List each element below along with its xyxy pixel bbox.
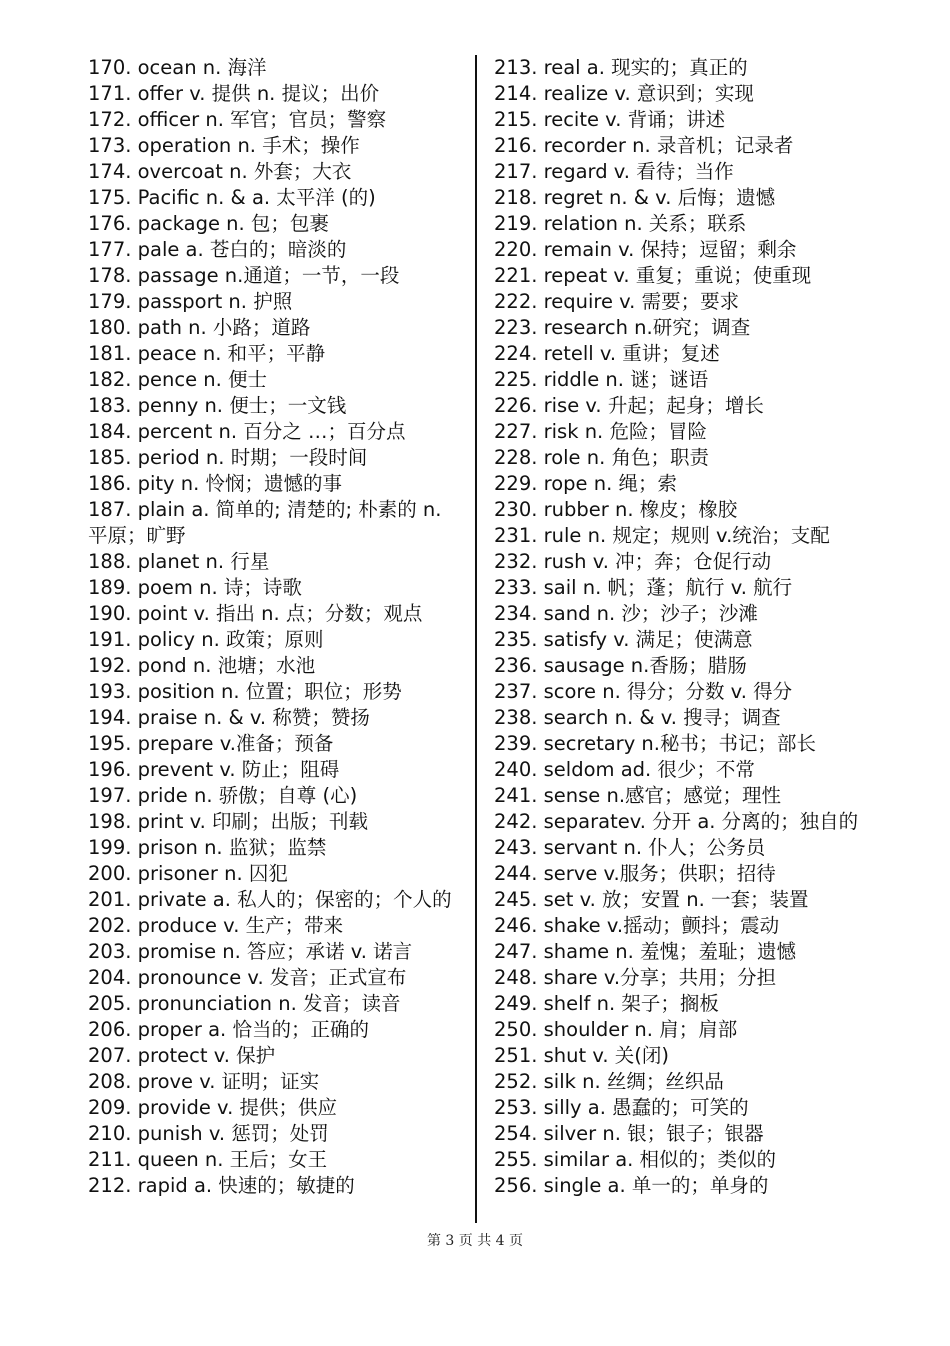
vocabulary-entry: 195. prepare v.准备；预备 bbox=[88, 732, 334, 755]
vocabulary-entry: 239. secretary n.秘书；书记；部长 bbox=[494, 732, 816, 755]
vocabulary-entry: 237. score n. 得分；分数 v. 得分 bbox=[494, 680, 793, 703]
vocabulary-entry: 208. prove v. 证明；证实 bbox=[88, 1070, 320, 1093]
vocabulary-entry: 229. rope n. 绳；索 bbox=[494, 472, 677, 495]
vocabulary-entry: 196. prevent v. 防止；阻碍 bbox=[88, 758, 340, 781]
vocabulary-entry: 255. similar a. 相似的；类似的 bbox=[494, 1148, 777, 1171]
vocabulary-entry: 251. shut v. 关(闭) bbox=[494, 1044, 669, 1067]
vocabulary-entry: 212. rapid a. 快速的；敏捷的 bbox=[88, 1174, 355, 1197]
vocabulary-entry: 240. seldom ad. 很少；不常 bbox=[494, 758, 755, 781]
vocabulary-entry: 232. rush v. 冲；奔；仓促行动 bbox=[494, 550, 772, 573]
vocabulary-entry: 170. ocean n. 海洋 bbox=[88, 56, 267, 79]
vocabulary-entry: 171. offer v. 提供 n. 提议；出价 bbox=[88, 82, 380, 105]
vocabulary-entry: 204. pronounce v. 发音；正式宣布 bbox=[88, 966, 407, 989]
vocabulary-entry: 233. sail n. 帆；蓬；航行 v. 航行 bbox=[494, 576, 793, 599]
vocabulary-entry: 183. penny n. 便士；一文钱 bbox=[88, 394, 347, 417]
vocabulary-entry: 192. pond n. 池塘；水池 bbox=[88, 654, 316, 677]
vocabulary-entry: 225. riddle n. 谜；谜语 bbox=[494, 368, 709, 391]
vocabulary-entry: 194. praise n. & v. 称赞；赞扬 bbox=[88, 706, 370, 729]
vocabulary-entry: 228. role n. 角色；职责 bbox=[494, 446, 710, 469]
vocabulary-entry: 205. pronunciation n. 发音；读音 bbox=[88, 992, 401, 1015]
vocabulary-entry: 245. set v. 放；安置 n. 一套；装置 bbox=[494, 888, 809, 911]
vocabulary-entry: 217. regard v. 看待；当作 bbox=[494, 160, 734, 183]
vocabulary-entry: 177. pale a. 苍白的；暗淡的 bbox=[88, 238, 347, 261]
vocabulary-entry: 203. promise n. 答应；承诺 v. 诺言 bbox=[88, 940, 413, 963]
vocabulary-entry: 241. sense n.感官；感觉；理性 bbox=[494, 784, 782, 807]
vocabulary-entry: 211. queen n. 王后；女王 bbox=[88, 1148, 328, 1171]
vocabulary-entry: 221. repeat v. 重复；重说；使重现 bbox=[494, 264, 812, 287]
vocabulary-entry: 174. overcoat n. 外套；大衣 bbox=[88, 160, 352, 183]
vocabulary-entry: 185. period n. 时期；一段时间 bbox=[88, 446, 368, 469]
column-divider bbox=[475, 55, 477, 1223]
vocabulary-entry: 191. policy n. 政策；原则 bbox=[88, 628, 324, 651]
vocabulary-entry: 253. silly a. 愚蠢的；可笑的 bbox=[494, 1096, 749, 1119]
vocabulary-entry: 172. officer n. 军官；官员；警察 bbox=[88, 108, 387, 131]
left-vocabulary-column bbox=[88, 55, 460, 1199]
page-footer: 第 3 页 共 4 页 bbox=[426, 1233, 524, 1249]
vocabulary-entry: 179. passport n. 护照 bbox=[88, 290, 293, 313]
vocabulary-entry: 186. pity n. 怜悯；遗憾的事 bbox=[88, 472, 343, 495]
vocabulary-entry: 246. shake v.摇动；颤抖；震动 bbox=[494, 914, 780, 937]
vocabulary-entry: 202. produce v. 生产；带来 bbox=[88, 914, 344, 937]
vocabulary-entry: 256. single a. 单一的；单身的 bbox=[494, 1174, 769, 1197]
vocabulary-entry: 234. sand n. 沙；沙子；沙滩 bbox=[494, 602, 758, 625]
vocabulary-entry: 220. remain v. 保持；逗留；剩余 bbox=[494, 238, 797, 261]
vocabulary-entry: 178. passage n.通道；一节，一段 bbox=[88, 264, 400, 287]
vocabulary-entry: 197. pride n. 骄傲；自尊 (心) bbox=[88, 784, 358, 807]
vocabulary-entry: 218. regret n. & v. 后悔；遗憾 bbox=[494, 186, 776, 209]
vocabulary-entry: 176. package n. 包；包裹 bbox=[88, 212, 329, 235]
vocabulary-entry: 182. pence n. 便士 bbox=[88, 368, 268, 391]
vocabulary-entry: 243. servant n. 仆人；公务员 bbox=[494, 836, 766, 859]
right-vocabulary-column bbox=[494, 55, 866, 1199]
vocabulary-entry: 206. proper a. 恰当的；正确的 bbox=[88, 1018, 369, 1041]
vocabulary-entry: 181. peace n. 和平；平静 bbox=[88, 342, 326, 365]
vocabulary-entry: 242. separatev. 分开 a. 分离的；独自的 bbox=[494, 810, 859, 833]
vocabulary-entry: 254. silver n. 银；银子；银器 bbox=[494, 1122, 764, 1145]
vocabulary-entry: 210. punish v. 惩罚；处罚 bbox=[88, 1122, 329, 1145]
vocabulary-entry: 249. shelf n. 架子；搁板 bbox=[494, 992, 719, 1015]
vocabulary-entry: 200. prisoner n. 囚犯 bbox=[88, 862, 288, 885]
vocabulary-entry: 226. rise v. 升起；起身；增长 bbox=[494, 394, 764, 417]
vocabulary-entry: 235. satisfy v. 满足；使满意 bbox=[494, 628, 753, 651]
vocabulary-entry: 238. search n. & v. 搜寻；调查 bbox=[494, 706, 781, 729]
vocabulary-entry: 215. recite v. 背诵；讲述 bbox=[494, 108, 726, 131]
vocabulary-entry: 207. protect v. 保护 bbox=[88, 1044, 276, 1067]
vocabulary-entry: 224. retell v. 重讲；复述 bbox=[494, 342, 720, 365]
vocabulary-entry: 209. provide v. 提供；供应 bbox=[88, 1096, 337, 1119]
vocabulary-entry: 180. path n. 小路；道路 bbox=[88, 316, 311, 339]
vocabulary-entry: 189. poem n. 诗；诗歌 bbox=[88, 576, 302, 599]
vocabulary-entry: 247. shame n. 羞愧；羞耻；遗憾 bbox=[494, 940, 797, 963]
vocabulary-entry: 190. point v. 指出 n. 点；分数；观点 bbox=[88, 602, 423, 625]
vocabulary-entry: 201. private a. 私人的；保密的；个人的 bbox=[88, 888, 452, 911]
vocabulary-entry: 236. sausage n.香肠；腊肠 bbox=[494, 654, 747, 677]
vocabulary-entry: 173. operation n. 手术；操作 bbox=[88, 134, 360, 157]
vocabulary-entry: 214. realize v. 意识到；实现 bbox=[494, 82, 754, 105]
vocabulary-entry: 219. relation n. 关系；联系 bbox=[494, 212, 747, 235]
vocabulary-entry: 199. prison n. 监狱；监禁 bbox=[88, 836, 327, 859]
vocabulary-entry: 184. percent n. 百分之 …；百分点 bbox=[88, 420, 406, 443]
vocabulary-entry: 227. risk n. 危险；冒险 bbox=[494, 420, 707, 443]
vocabulary-entry: 252. silk n. 丝绸；丝织品 bbox=[494, 1070, 724, 1093]
vocabulary-entry: 244. serve v.服务；供职；招待 bbox=[494, 862, 776, 885]
vocabulary-entry: 188. planet n. 行星 bbox=[88, 550, 270, 573]
vocabulary-entry: 198. print v. 印刷；出版；刊载 bbox=[88, 810, 369, 833]
vocabulary-entry: 250. shoulder n. 肩；肩部 bbox=[494, 1018, 738, 1041]
vocabulary-entry: 248. share v.分享；共用；分担 bbox=[494, 966, 777, 989]
vocabulary-entry: 187. plain a. 简单的; 清楚的; 朴素的 n. 平原；旷野 bbox=[88, 498, 442, 547]
vocabulary-entry: 213. real a. 现实的；真正的 bbox=[494, 56, 748, 79]
vocabulary-entry: 222. require v. 需要；要求 bbox=[494, 290, 740, 313]
vocabulary-entry: 231. rule n. 规定；规则 v.统治；支配 bbox=[494, 524, 830, 547]
vocabulary-entry: 175. Pacific n. & a. 太平洋 (的) bbox=[88, 186, 376, 209]
vocabulary-entry: 223. research n.研究；调查 bbox=[494, 316, 751, 339]
vocabulary-entry: 216. recorder n. 录音机；记录者 bbox=[494, 134, 794, 157]
vocabulary-entry: 230. rubber n. 橡皮；橡胶 bbox=[494, 498, 738, 521]
vocabulary-entry: 193. position n. 位置；职位；形势 bbox=[88, 680, 402, 703]
